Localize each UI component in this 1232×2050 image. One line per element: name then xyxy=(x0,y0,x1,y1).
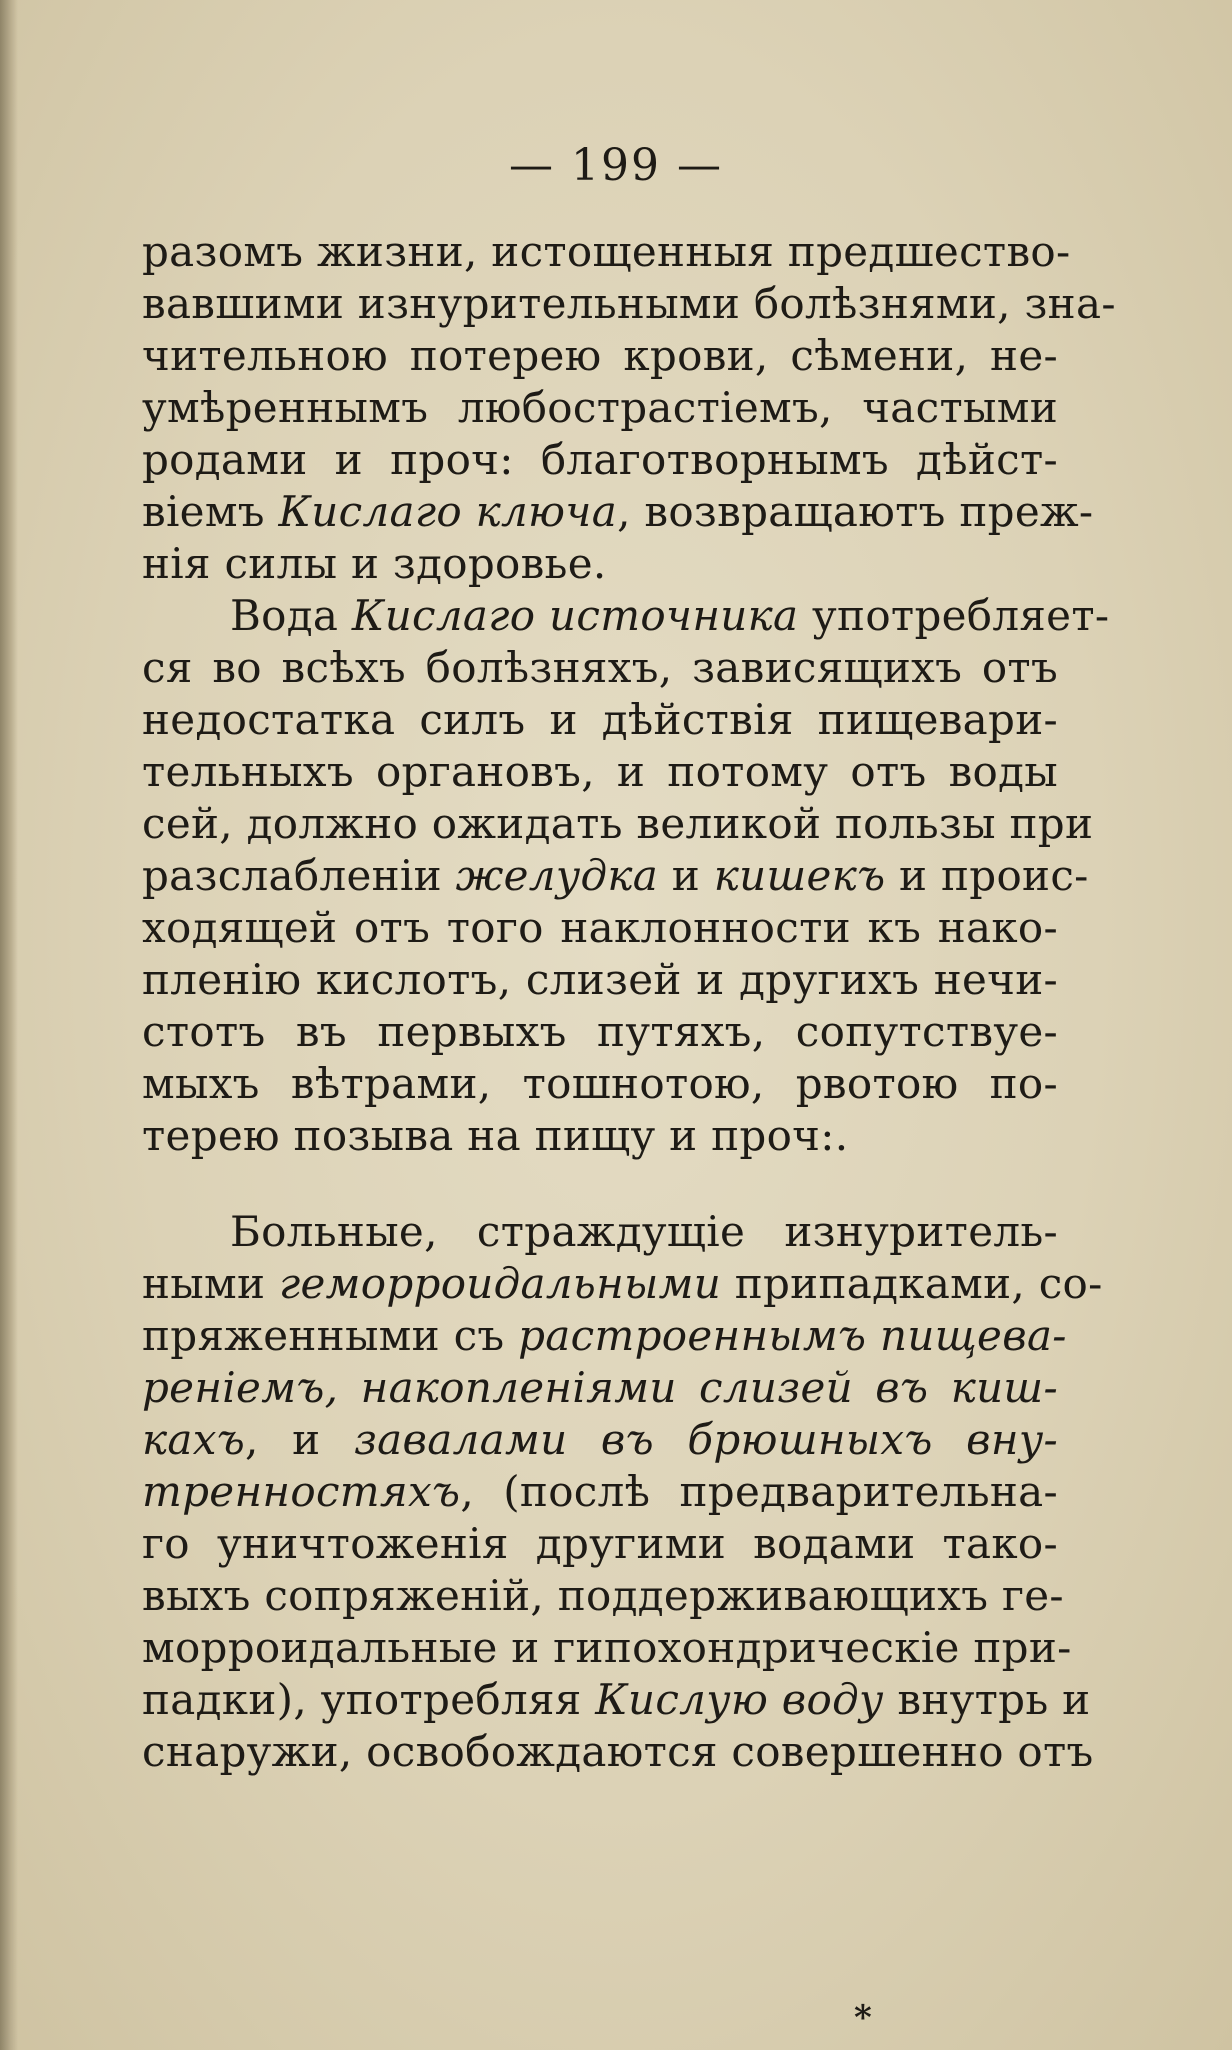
italic-text: кишекъ xyxy=(713,851,886,900)
text-segment: , и xyxy=(245,1415,354,1464)
paragraph-kislyi-istochnik xyxy=(142,590,1110,1162)
text-line xyxy=(142,382,1058,434)
italic-text: Кислаго ключа xyxy=(278,487,618,536)
text-segment: ся во всѣхъ болѣзняхъ, зависящихъ отъ xyxy=(142,643,1058,692)
page-number: — 199 — xyxy=(509,140,723,191)
text-line xyxy=(142,226,1071,278)
text-line xyxy=(142,1006,1058,1058)
text-segment: віемъ xyxy=(142,487,279,536)
text-line xyxy=(142,1362,1058,1414)
text-segment: терею позыва на пищу и проч:. xyxy=(142,1111,849,1160)
text-line xyxy=(142,434,1058,486)
paragraph-continuation xyxy=(142,226,1116,590)
text-segment: вавшими изнурительными болѣзнями, зна- xyxy=(142,279,1116,328)
italic-text: Кислую воду xyxy=(595,1675,884,1724)
italic-text: завалами въ брюшныхъ вну- xyxy=(353,1415,1059,1464)
text-segment: употребляет- xyxy=(798,591,1110,640)
text-line xyxy=(142,954,1058,1006)
text-line xyxy=(142,1466,1058,1518)
italic-text: Кислаго источника xyxy=(351,591,799,640)
italic-text: тренностяхъ xyxy=(142,1467,461,1516)
text-segment: го уничтоженія другими водами тако- xyxy=(142,1519,1058,1568)
text-segment: нія силы и здоровье. xyxy=(142,539,607,588)
text-segment: и xyxy=(658,851,714,900)
text-segment: пряженными съ xyxy=(142,1311,519,1360)
text-line xyxy=(142,1110,1058,1162)
text-segment: разслабленіи xyxy=(142,851,456,900)
text-line xyxy=(142,642,1058,694)
text-line xyxy=(142,1570,1064,1622)
text-line xyxy=(142,850,1089,902)
text-line xyxy=(142,1622,1072,1674)
text-line xyxy=(142,902,1058,954)
text-segment: ными xyxy=(142,1259,279,1308)
text-segment: , возвращаютъ преж- xyxy=(617,487,1094,536)
italic-text: желудка xyxy=(455,851,659,900)
text-line xyxy=(142,1518,1058,1570)
text-line xyxy=(142,590,1110,642)
text-segment: ходящей отъ того наклонности къ нако- xyxy=(142,903,1058,952)
text-segment: тельныхъ органовъ, и потому отъ воды xyxy=(142,747,1058,796)
text-segment: недостатка силъ и дѣйствія пищевари- xyxy=(142,695,1058,744)
text-block-lower xyxy=(142,1206,1103,1778)
italic-text: растроеннымъ пищева- xyxy=(518,1311,1067,1360)
italic-text: геморроидальными xyxy=(278,1259,722,1308)
text-line xyxy=(142,1674,1091,1726)
text-segment: умѣреннымъ любострастіемъ, частыми xyxy=(142,383,1058,432)
text-segment: внутрь и xyxy=(883,1675,1091,1724)
text-line xyxy=(142,330,1058,382)
italic-text: кахъ xyxy=(142,1415,246,1464)
text-segment: стотъ въ первыхъ путяхъ, сопутствуе- xyxy=(142,1007,1058,1056)
signature-mark: * xyxy=(854,1998,872,2038)
text-segment: Вода xyxy=(230,591,352,640)
text-segment: и проис- xyxy=(885,851,1089,900)
text-segment: выхъ сопряженій, поддерживающихъ ге- xyxy=(142,1571,1064,1620)
text-segment: , (послѣ предварительна- xyxy=(460,1467,1058,1516)
text-line xyxy=(142,1058,1058,1110)
text-segment: снаружи, освобождаются совершенно отъ xyxy=(142,1727,1094,1776)
text-line xyxy=(142,278,1116,330)
text-segment: чительною потерею крови, сѣмени, не- xyxy=(142,331,1058,380)
text-segment: пленію кислотъ, слизей и другихъ нечи- xyxy=(142,955,1058,1004)
text-segment: родами и проч: благотворнымъ дѣйст- xyxy=(142,435,1058,484)
text-line xyxy=(142,1726,1094,1778)
text-line xyxy=(142,798,1094,850)
text-line xyxy=(142,486,1094,538)
text-line xyxy=(142,694,1058,746)
text-block-upper xyxy=(142,226,1116,1162)
text-line xyxy=(142,1206,1058,1258)
text-segment: припадками, со- xyxy=(721,1259,1103,1308)
text-line xyxy=(142,1258,1103,1310)
text-segment: мыхъ вѣтрами, тошнотою, рвотою по- xyxy=(142,1059,1058,1108)
text-segment: падки), употребляя xyxy=(142,1675,596,1724)
text-line xyxy=(142,1310,1067,1362)
text-line xyxy=(142,538,1058,590)
text-segment: морроидальные и гипохондрическіе при- xyxy=(142,1623,1072,1672)
italic-text: реніемъ, накопленіями слизей въ киш- xyxy=(142,1363,1058,1412)
text-line xyxy=(142,746,1058,798)
page-binding-edge xyxy=(0,0,18,2050)
text-segment: сей, должно ожидать великой пользы при xyxy=(142,799,1094,848)
paragraph-bolnye xyxy=(142,1206,1103,1778)
text-line xyxy=(142,1414,1058,1466)
text-segment: Больные, страждущіе изнуритель- xyxy=(230,1207,1058,1256)
text-segment: разомъ жизни, истощенныя предшество- xyxy=(142,227,1071,276)
